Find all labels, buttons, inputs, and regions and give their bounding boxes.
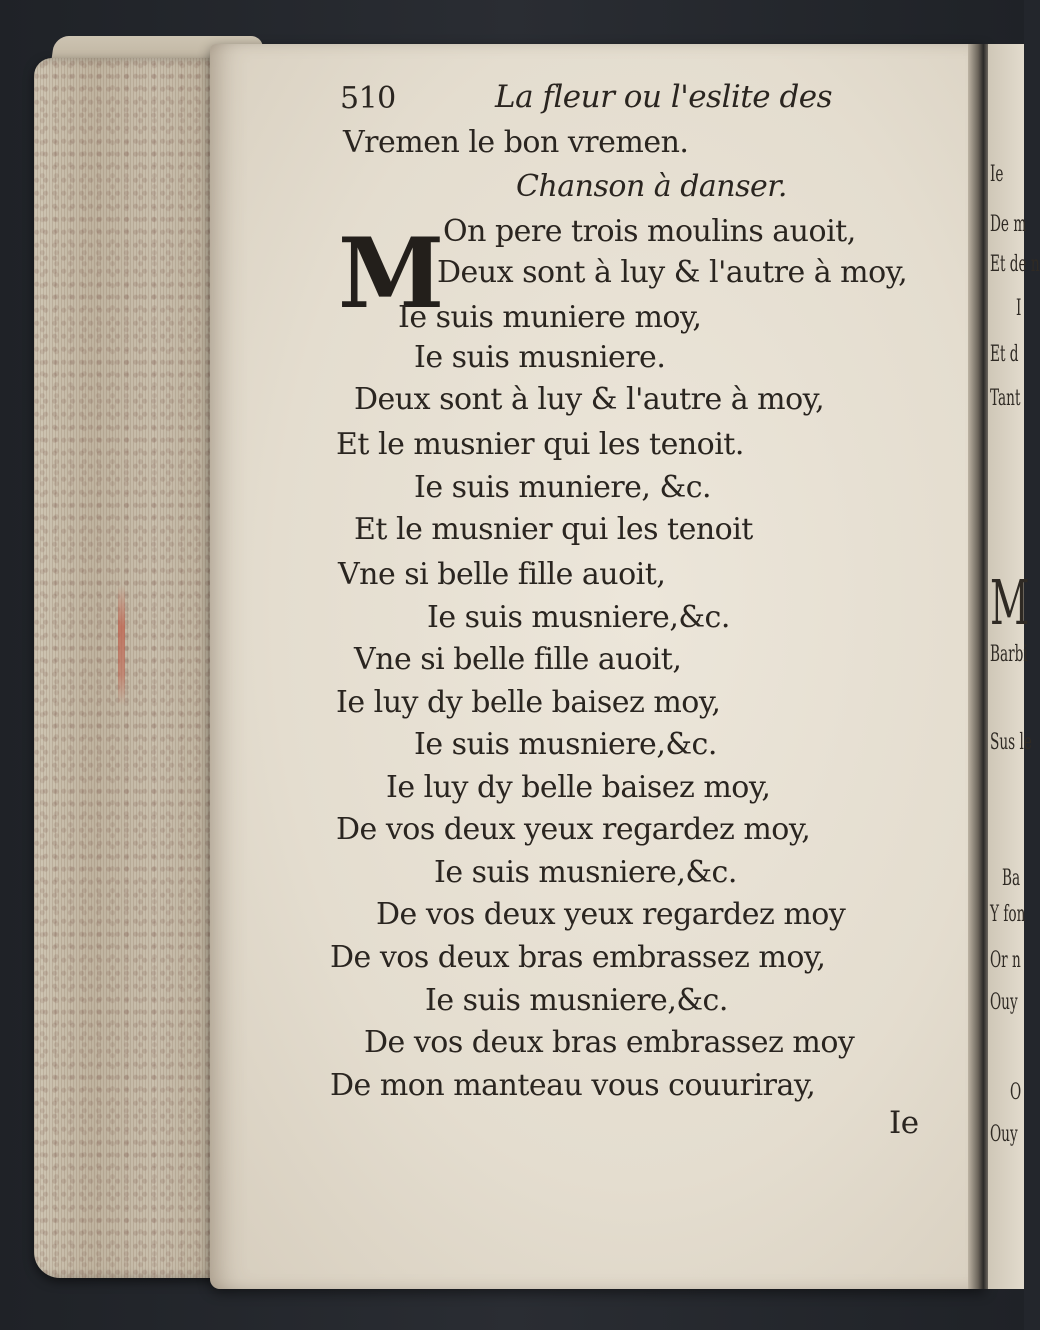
- verse-line: Et le musnier qui les tenoit.: [336, 427, 744, 462]
- verse-line: On pere trois moulins auoit,: [443, 214, 856, 249]
- verse-line: Ie suis muniere moy,: [398, 300, 702, 335]
- verse-line: De vos deux bras embrassez moy,: [330, 940, 826, 975]
- next-page-line: Et de n: [990, 252, 1040, 277]
- red-stain-mark: [118, 585, 125, 705]
- next-page-line: De m: [990, 212, 1027, 237]
- next-page-line: Y fon: [990, 902, 1026, 927]
- page-fore-edge: [34, 58, 234, 1278]
- next-page-line: Barbi: [990, 642, 1028, 667]
- next-page-line: O: [1010, 1080, 1022, 1105]
- verse-line: De mon manteau vous couuriray,: [330, 1068, 816, 1103]
- next-page-line: Et d: [990, 342, 1019, 367]
- next-page-line: I: [1016, 296, 1022, 321]
- verse-line: Ie suis musniere.: [414, 340, 666, 375]
- verse-line: Vne si belle fille auoit,: [354, 642, 682, 677]
- verse-line: De vos deux yeux regardez moy: [376, 897, 846, 932]
- song-title: Chanson à danser.: [516, 169, 787, 204]
- verse-line: Vne si belle fille auoit,: [338, 557, 666, 592]
- verse-line: Ie luy dy belle baisez moy,: [336, 685, 721, 720]
- verse-line: De vos deux bras embrassez moy: [364, 1025, 855, 1060]
- next-page-line: Ouy: [990, 990, 1018, 1015]
- drop-cap: M: [338, 217, 445, 330]
- page-number: 510: [340, 81, 396, 116]
- verse-line: Ie suis musniere,&c.: [434, 855, 737, 890]
- verse-line: Vremen le bon vremen.: [343, 125, 689, 160]
- next-page-dropcap: M: [990, 566, 1030, 639]
- next-page-line: Ba: [1002, 866, 1021, 891]
- next-page-line: Ie: [990, 162, 1004, 187]
- verse-line: Et le musnier qui les tenoit: [354, 512, 753, 547]
- verse-line: Ie suis musniere,&c.: [414, 727, 717, 762]
- verse-line: Ie suis musniere,&c.: [427, 600, 730, 635]
- verse-line: Ie luy dy belle baisez moy,: [386, 770, 771, 805]
- next-page-fragment: [988, 44, 1040, 1289]
- verse-line: Deux sont à luy & l'autre à moy,: [354, 382, 825, 417]
- verse-line: Ie suis musniere,&c.: [425, 983, 728, 1018]
- verse-line: Deux sont à luy & l'autre à moy,: [437, 255, 908, 290]
- book-gutter: [968, 44, 990, 1289]
- verse-line: Ie suis muniere, &c.: [414, 470, 712, 505]
- next-page-line: Tant: [990, 386, 1021, 411]
- running-title: La fleur ou l'eslite des: [495, 79, 833, 115]
- next-page-line: Sus le: [990, 730, 1032, 755]
- next-page-line: Or n: [990, 948, 1021, 973]
- next-page-line: Ouy: [990, 1122, 1018, 1147]
- verse-line: De vos deux yeux regardez moy,: [336, 812, 811, 847]
- catchword: Ie: [889, 1105, 919, 1141]
